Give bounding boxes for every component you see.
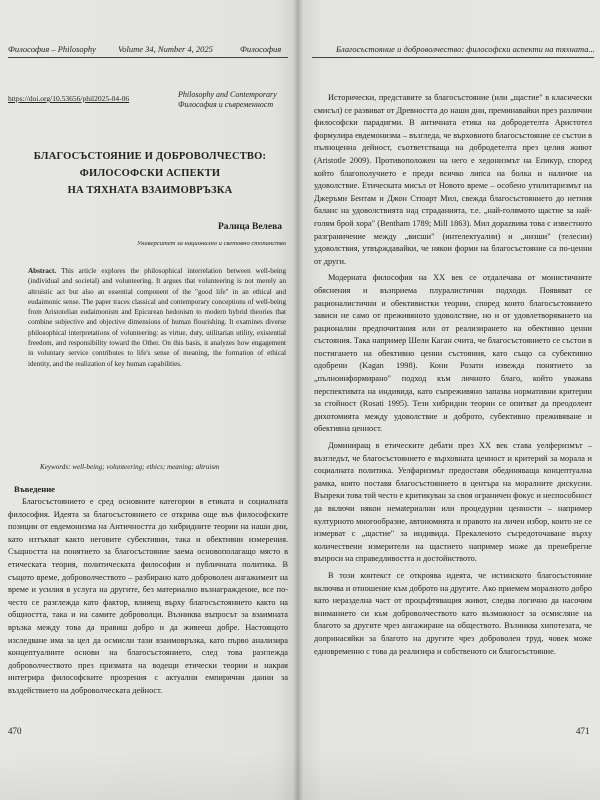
doi-link[interactable]: https://doi.org/10.53656/phil2025-04-06 (8, 94, 130, 103)
author-affiliation: Университет за национално и световно стопанство (136, 240, 286, 247)
right-page (298, 0, 600, 800)
header-rule (8, 57, 288, 58)
abstract (28, 266, 286, 369)
paragraph: Исторически, представите за благосъстояние (или „щастие" в класически смисъл) се развиват от Древността до наши дни, преминавайки през различни философски парадигми. В античната етика на добродетелта Аристотел формулира евдемонизма – възгледа, че върховното благосъстояние се състои в пълноценна дейност, съответстваща на добродетелта през целия живот (Aristotle 2009). Противоположен на него е хедонизмът на Епикур, според който благополучието е преди всичко липса на болка и наличие на удоволствие. Етическата мисъл от Новото време – особено утилитаризмът на Джеръми Бентам и Джон Стюарт Мил, свежда благосъстоянието до нетния баланс на удоволствията над страданията, т.е. „най-голямото щастие за най-голям брой хора" (Bentham 1789; Mill 1863). Мил дорazвива това с известното разграничение между „висши" (интелектуални) и „низши" (телесни) удоволствия, утвърждавайки, че някои форми на благосъстояние са по-ценни от други. (314, 93, 592, 266)
book-gutter (293, 0, 303, 800)
page-number-right: 471 (576, 726, 590, 736)
journal-name-bg: Философия и съвременност (178, 100, 274, 109)
body-text-right (314, 92, 592, 662)
abstract-label: Abstract. (28, 267, 57, 275)
keywords: Keywords: well-being; volunteering; ethics; meaning; altruism (40, 463, 220, 471)
journal-name (178, 90, 277, 110)
paragraph: Доминиращ в етическите дебати през XX век става уелферизмът – възгледът, че благосъстоянието е върховната ценност и критерий за морала и социалната политика. Уелфаризмът предоставя обединяваща концептуална рамка, която поставя благосъстоянието в центъра на моралните дискусии. Въпреки това той често е критикуван за своя ограничен фокус и неспособност да включи някои немаtериални или процедурни ценности – например културното многообразие, автономията и правото на личен избор, които не се измерват с „щастие" за индивида. Прекаленото съсредоточаване върху количествени измерители на щастието например може да пренебрегне въпроси на справедливостта и достойнството. (314, 441, 592, 564)
author-name: Ралица Велева (217, 222, 282, 232)
journal-name-en: Philosophy and Contemporary (178, 90, 277, 99)
running-header-left: Философия – Philosophy (8, 44, 96, 54)
section-heading: Въведение (14, 484, 55, 494)
article-title (14, 148, 286, 199)
running-header-volume: Volume 34, Number 4, 2025 (118, 44, 213, 54)
paragraph: Модерната философия на XX век се отдалечава от монистичните обяснения и възприема плуралистични подходи. Появяват се рационалистични и обективистки теории, според които благосъстоянието зависи не само от преживяното удоволствие, но и от удовлетворяването на рационални предпочитания или от реализирането на обективно ценни състояния. Така например Шели Каган счита, че благосъстоянието се състои в постигането на обективно ценни състояния, като също са субективно одобрени (Kagan 1998). Кони Розати извежда понятието за „пълноинформирано" подход към личното благо, който уважава перспективата на индивида, като съпреживяно запазва нормативни критерии за стойност (Rosati 1995). Тези хибридни теории се опитват да преодолеят дихотомията между удоволствие и доброто, субективно преживяване и обективна ценност. (314, 273, 592, 434)
running-header-right: Благосъстояние и доброволчество: философски аспекти на тяхната... (336, 44, 595, 54)
paragraph: В този контекст се откроява идеята, че истинското благосъстояние включва и отношение към доброто на другите. Ако приемем моралното добро като неразделна част от процъфтяващия живот, следва логично да насочим вниманието си към доброволчеството като възможност за осмисляне на благото за другите чрез ангажиране на обществото. Възниква хипотезата, че допринасяйки за благото на другите чрез доброволен труд, човек може едновременно с това да реализира и собственото си благосъстояние. (314, 570, 592, 656)
left-page (0, 0, 298, 800)
header-rule (312, 57, 594, 58)
title-line: ФИЛОСОФСКИ АСПЕКТИ (79, 168, 221, 179)
running-header-section: Философия (240, 44, 282, 54)
abstract-text: This article explores the philosophical interrelation between well-being (individual and societal) and volunteering. It argues that volunteering is not merely an altruistic act but also an essential component of the "good life" in an ethical and eudaimonic sense. The paper traces classical and contemporary conceptions of well-being from Aristotelian eudaimonism and Epicurean hedonism to modern hybrid theories that combine subjective and objective dimensions of human flourishing. It examines diverse philosophical interpretations of volunteering: as virtue, duty, utilitarian utility, existential freedom, and responsibility toward the Other. On this basis, it analyzes how engagement in voluntary service contributes to life's sense of meaning, the formation of ethical identity, and the realization of key human capabilities. (28, 267, 286, 368)
title-line: БЛАГОСЪСТОЯНИЕ И ДОБРОВОЛЧЕСТВО: (33, 151, 267, 162)
page-shadow (0, 750, 600, 800)
title-line: НА ТЯХНАТА ВЗАИМОВРЪЗКА (67, 185, 233, 196)
page-number-left: 470 (8, 726, 22, 736)
body-text: Благосъстоянието е сред основните категории в етиката и социалната философия. Идеята за благосъстоянието се открива още във философските позиции от евдемонизма на Античността до хибридните теории на наши дни, като изтъкват както неговите субективни, така и обективни измерения. Същността на понятието за благосъстояние заема основополагащо място в етическата теория, политическата философия и публичната политика. В същото време, доброволчеството – разбирано като доброволен ангажимент на време и усилия в услуга на другите, без материално възнаграждение, все по-често се разглежда като фактор, влияещ върху благосъстоянието както на общността, така и на самите доброволци. Възниква въпросът за взаимната връзка между това да правиш добро и да живееш добре. Настоящото изследване има за цел да осмисли тази взаимовръзка, като първо анализира концептуалните основи на благосъстоянието, след това разглежда доброволчеството през призмата на водещи етически теории и накрая интегрира философските прозрения с актуални емпирични данни за въздействието на доброволческата дейност. (8, 497, 288, 695)
